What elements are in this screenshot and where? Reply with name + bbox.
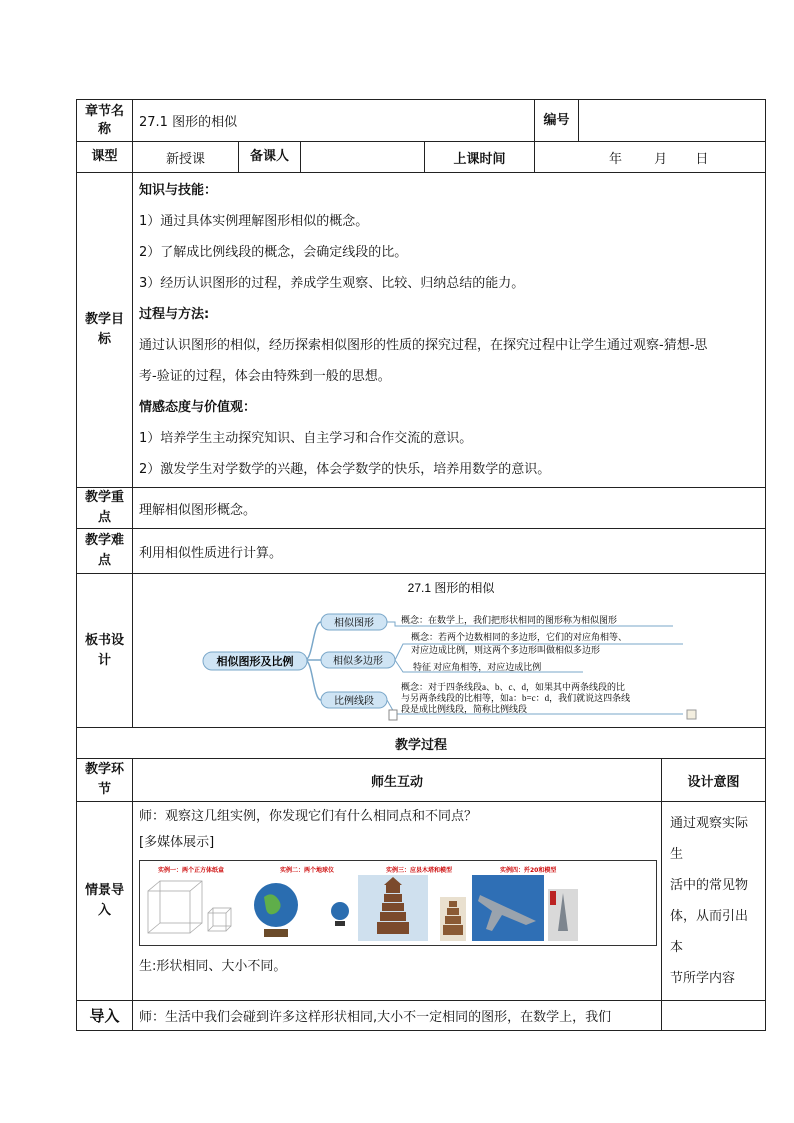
type-value: 新授课 [133,142,239,173]
board-content [133,574,766,728]
process-header-row [77,759,766,802]
note-segment: 概念：对于四条线段a、b、c、d，如果其中两条线段的比 [401,682,625,692]
process-text: 通过认识图形的相似，经历探索相似图形的性质的探究过程，在探究过程中让学生通过观察-猜想-思 [139,338,708,353]
difficulty-label: 教学难点 [77,529,133,574]
preparer-label: 备课人 [239,142,301,173]
header-row-chapter [77,100,766,142]
date-year: 年 [609,151,623,167]
process-title: 教学过程 [77,728,766,759]
lesson-plan-table [76,99,766,1031]
process-heading: 过程与方法: [139,307,210,322]
note-icon [389,710,397,720]
intent-line: 节所学内容 [670,971,736,986]
board-title: 27.1 图形的相似 [407,581,495,595]
media-caption: 实例三：应县木塔和模型 [386,867,453,874]
col-stage-header: 教学环节 [77,759,133,802]
attitude-heading: 情感态度与价值观： [139,400,257,415]
knowledge-item: 2）了解成比例线段的概念，会确定线段的比。 [139,245,408,260]
number-label: 编号 [535,100,579,142]
chapter-label: 章节名称 [77,100,133,142]
media-slide [139,860,657,946]
media-caption: 实例二：两个地球仪 [280,867,335,874]
note-icon [687,710,696,719]
teacher-question: 师：观察这几组实例，你发现它们有什么相同点和不同点？ [139,809,478,824]
attitude-item: 2）激发学生对学数学的兴趣，体会学数学的快乐，培养用数学的意识。 [139,462,551,477]
note-segment: 段是成比例线段，简称比例线段 [401,704,528,714]
key-point-label: 教学重点 [77,488,133,529]
media-label: [多媒体展示] [139,835,215,850]
media-caption: 实例一：两个正方体纸盒 [158,867,225,874]
intent-line: 体，从而引出本 [670,909,749,955]
number-value [579,100,766,142]
branch-node-label: 相似多边形 [333,656,383,667]
next-stage-label: 导入 [77,1001,133,1031]
small-globe-stand [335,921,345,926]
difficulty-value: 利用相似性质进行计算。 [133,529,766,574]
intro-stage-label: 情景导入 [77,802,133,1001]
goals-content [133,173,766,488]
chapter-value: 27.1 图形的相似 [133,100,535,142]
date-value [535,142,766,173]
goals-label: 教学目标 [77,173,133,488]
next-content: 师：生活中我们会碰到许多这样形状相同,大小不一定相同的图形，在数学上，我们 [133,1001,662,1031]
board-row [77,574,766,728]
note-similar: 概念：在数学上，我们把形状相同的图形称为相似图形 [401,615,618,625]
difficulty-row [77,529,766,574]
knowledge-item: 3）经历认识图形的过程，养成学生观察、比较、归纳总结的能力。 [139,276,525,291]
key-point-row [77,488,766,529]
mind-map [133,574,765,727]
small-cube-picture [208,908,231,931]
note-feature: 特征 对应角相等，对应边成比例 [413,662,542,672]
key-point-value: 理解相似图形概念。 [133,488,766,529]
media-pictures [140,861,656,945]
board-label: 板书设计 [77,574,133,728]
cube-picture [148,881,202,933]
col-intent-header: 设计意图 [662,759,766,802]
next-intent [662,1001,766,1031]
connector-line [305,622,321,660]
process-title-row [77,728,766,759]
date-month: 月 [654,151,668,167]
next-row [77,1001,766,1031]
intro-intent [662,802,766,1001]
small-globe-picture [331,902,349,920]
intent-line: 活中的常见物 [670,878,749,893]
connector-line [305,660,321,700]
note-polygon: 概念：若两个边数相同的多边形，它们的对应角相等、 [411,632,628,642]
goals-row [77,173,766,488]
process-text: 考-验证的过程，体会由特殊到一般的思想。 [139,369,391,384]
intro-row [77,802,766,1001]
col-interaction-header: 师生互动 [133,759,662,802]
preparer-value [301,142,425,173]
branch-node-label: 比例线段 [334,696,374,707]
flag-picture [550,891,556,905]
knowledge-heading: 知识与技能： [139,183,218,198]
date-day: 日 [695,151,709,167]
media-caption: 实例四：歼20和模型 [500,867,557,874]
type-label: 课型 [77,142,133,173]
branch-node-label: 相似图形 [334,618,374,629]
intent-line: 通过观察实际生 [670,816,749,862]
globe-stand [264,929,288,937]
time-label: 上课时间 [425,142,535,173]
note-segment: 与另两条线段的比相等，如a：b=c：d，我们就说这四条线 [401,693,631,703]
note-polygon: 对应边成比例，则这两个多边形叫做相似多边形 [411,645,601,655]
attitude-item: 1）培养学生主动探究知识、自主学习和合作交流的意识。 [139,431,473,446]
student-answer: 生:形状相同、大小不同。 [139,959,287,974]
knowledge-item: 1）通过具体实例理解图形相似的概念。 [139,214,369,229]
root-node-label: 相似图形及比例 [216,656,294,668]
intro-content [133,802,662,1001]
lesson-plan-document [76,99,765,1031]
header-row-type [77,142,766,173]
